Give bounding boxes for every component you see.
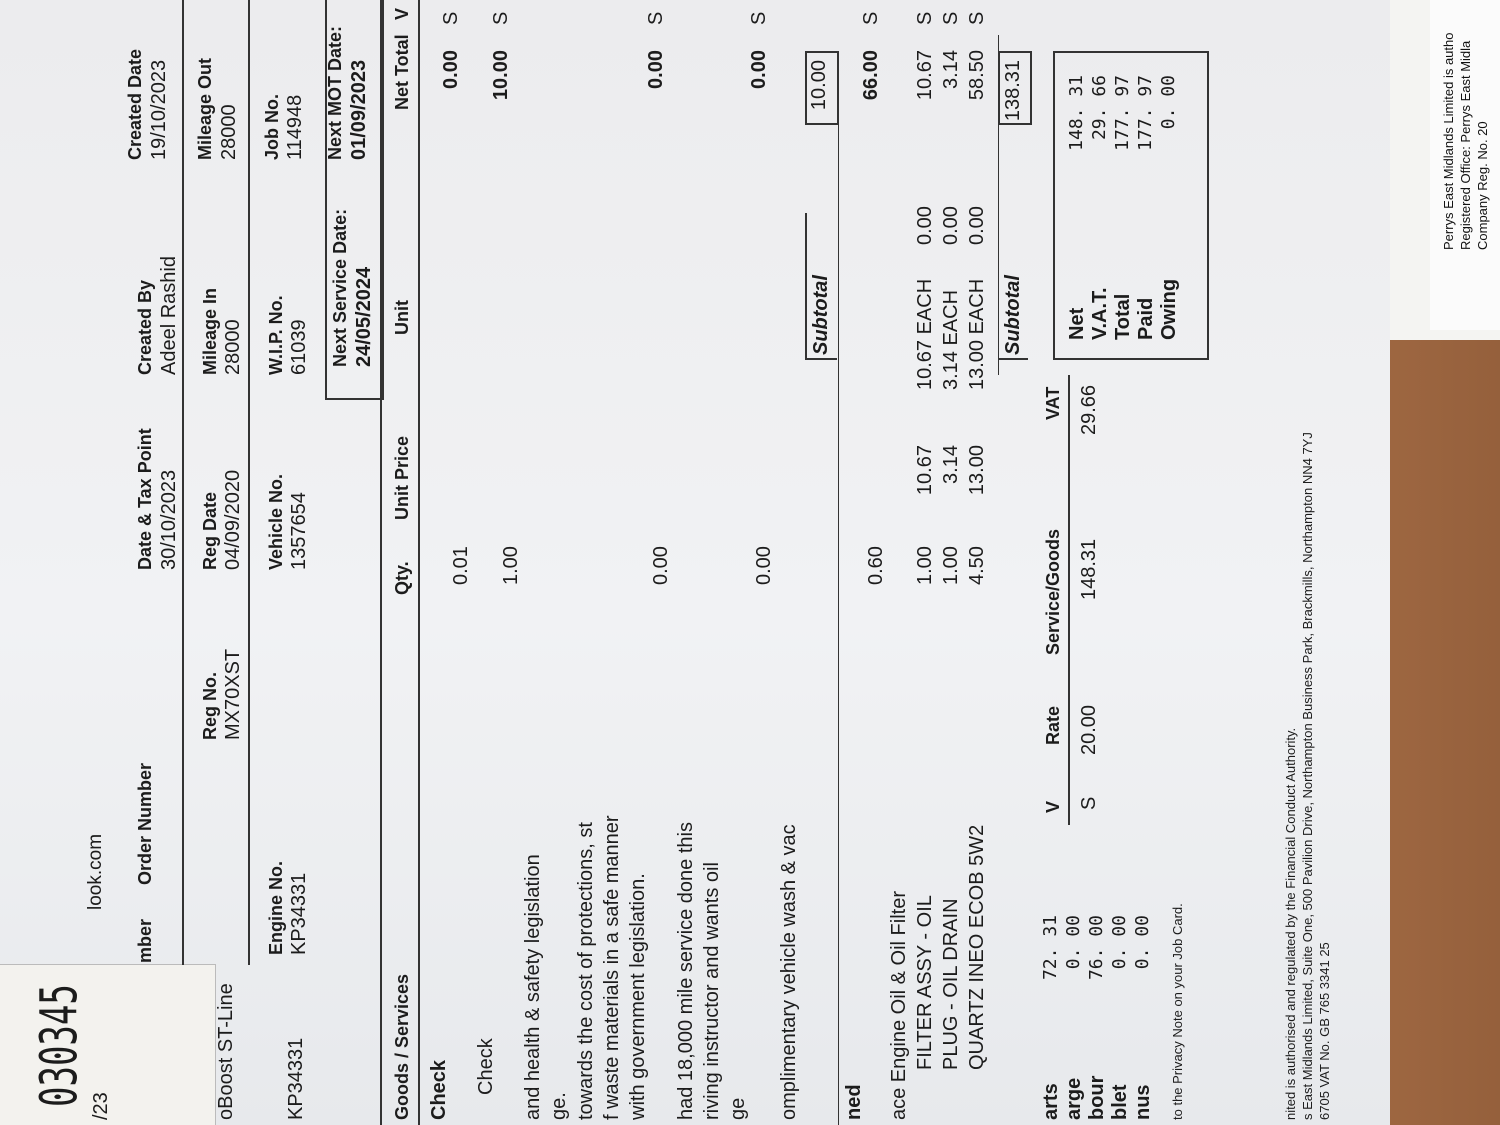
vat-rate: 20.00 [1078,704,1100,755]
totals-owing-label: Owing [1158,278,1180,340]
part-net: 10.67 [914,50,936,101]
line-qty: 0.00 [753,546,775,585]
second-document-text [1440,0,1491,250]
subtotal-label-2: Subtotal [1002,275,1024,355]
line-net: 66.00 [860,50,882,101]
totals-paid-value: 177. 97 [1135,75,1156,151]
subtotal-value-1: 10.00 [808,60,830,111]
col-unit-price-header: Unit Price [392,435,412,520]
next-mot-label: Next MOT Date: [325,25,345,160]
line-description: Check [475,1038,497,1095]
header-rule [248,0,250,965]
part-price: 3.14 [940,445,962,484]
vehicle-no-label: Vehicle No. [266,473,286,570]
vat-goods-header: Service/Goods [1043,528,1063,655]
mileage-out-value: 28000 [218,104,240,160]
engine-no-label: Engine No. [266,861,286,955]
second-document-line: Perrys East Midlands Limited is autho [1441,32,1456,250]
line-description: ge [727,1097,749,1120]
part-description: PLUG - OIL DRAIN [940,898,962,1070]
date-tax-value: 30/10/2023 [158,469,180,570]
section-fragment: ned [843,1084,865,1120]
model-fragment: oBoost ST-Line [215,983,237,1120]
vat-rate-header: Rate [1043,705,1063,745]
created-by-value: Adeel Rashid [158,256,180,375]
line-qty: 1.00 [500,546,522,585]
line-qty: 0.01 [450,546,472,585]
vat-header-rule [1068,375,1070,825]
wip-no-label: W.I.P. No. [266,295,286,375]
number-label: mber [135,918,155,963]
reg-date-label: Reg Date [200,491,220,570]
part-price: 10.67 [914,445,936,496]
summary-sublet-label: blet [1109,1084,1131,1120]
part-discount: 0.00 [966,206,988,245]
totals-total-label: Total [1112,293,1134,340]
line-check-label: Check [428,1059,450,1120]
summary-bonus-value: 0. 00 [1132,915,1153,970]
part-qty: 1.00 [914,546,936,585]
line-qty: 0.00 [650,546,672,585]
vat-amount: 29.66 [1078,384,1100,435]
line-description: ge. [548,1092,570,1120]
part-unit: 13.00 EACH [966,278,988,390]
part-qty: 4.50 [966,546,988,585]
order-number-label: Order Number [135,762,155,885]
vat-number: 6705 VAT No. GB 765 3341 25 [1317,942,1332,1120]
engine-fragment: KP34331 [285,1037,307,1120]
part-unit: 10.67 EACH [914,278,936,390]
mileage-out-label: Mileage Out [195,57,215,160]
line-net: 0.00 [440,50,462,89]
privacy-note: to the Privacy Note on your Job Card. [1170,903,1185,1120]
summary-sublet-value: 0. 00 [1109,915,1130,970]
created-date-value: 19/10/2023 [148,59,170,160]
created-date-label: Created Date [125,48,145,160]
line-description: omplimentary vehicle wash & vac [778,824,800,1120]
next-mot-value: 01/09/2023 [348,59,370,160]
line-description: ace Engine Oil & Oil Filter [888,891,910,1120]
created-by-label: Created By [135,279,155,375]
totals-net-label: Net [1066,307,1088,340]
line-net: 0.00 [748,50,770,89]
col-unit-header: Unit [392,300,412,335]
email-fragment: look.com [85,833,106,910]
line-description: and health & safety legislation [522,854,544,1120]
part-description: QUARTZ INEO ECOB 5W2 [966,824,988,1070]
reg-no-label: Reg No. [200,671,220,740]
vat-code: S [1078,796,1100,810]
col-net-total-header: Net Total [392,34,412,110]
line-description: towards the cost of protections, st [575,822,597,1120]
part-vat-code: S [966,11,988,25]
ticket-number: 030345 [30,984,90,1107]
job-no-value: 114948 [284,94,306,160]
col-qty-header: Qty. [392,561,412,595]
summary-parts-value: 72. 31 [1040,915,1061,981]
summary-bonus-label: nus [1132,1084,1154,1120]
date-tax-label: Date & Tax Point [135,428,155,570]
engine-no-value: KP34331 [288,872,310,955]
vat-v-header: V [1043,800,1063,813]
col-goods-header: Goods / Services [392,973,412,1120]
part-unit: 3.14 EACH [940,289,962,390]
totals-net-value: 148. 31 [1066,75,1087,151]
line-vat-code: S [748,11,770,25]
part-qty: 1.00 [940,546,962,585]
line-description: riving instructor and wants oil [701,862,723,1120]
line-vat-code: S [645,11,667,25]
line-qty: 0.60 [865,546,887,585]
line-net: 0.00 [645,50,667,89]
totals-paid-label: Paid [1135,297,1157,340]
line-description: with government legislation. [627,873,649,1120]
fca-statement: nited is authorised and regulated by the Financial Conduct Authority. [1283,727,1298,1120]
line-vat-code: S [860,11,882,25]
part-vat-code: S [914,11,936,25]
vehicle-no-value: 1357654 [288,492,310,570]
second-document-line: Company Reg. No. 20 [1475,121,1490,250]
table-header-rule [418,0,420,1125]
date-fragment: /23 [90,1092,112,1120]
wip-no-value: 61039 [288,319,310,375]
col-v-header: V [392,7,412,20]
part-description: FILTER ASSY - OIL [914,895,936,1070]
mileage-in-value: 28000 [222,319,244,375]
next-service-value: 24/05/2024 [353,266,375,367]
subtotal-label-1: Subtotal [810,275,832,355]
reg-date-value: 04/09/2020 [222,469,244,570]
mileage-in-label: Mileage In [200,287,220,375]
summary-charge-label: arge [1063,1077,1085,1120]
part-discount: 0.00 [914,206,936,245]
company-address: s East Midlands Limited, Suite One, 500 Pavilion Drive, Northampton Business Park, Brackmills, Northampton NN4 7YJ [1300,432,1315,1120]
part-vat-code: S [940,11,962,25]
part-discount: 0.00 [940,206,962,245]
totals-total-value: 177. 97 [1112,75,1133,151]
part-net: 3.14 [940,50,962,89]
header-rule [182,0,184,965]
section-rule [838,125,839,1125]
line-description: f waste materials in a safe manner [601,815,623,1120]
second-document-line: Registered Office: Perrys East Midla [1458,40,1473,250]
part-net: 58.50 [966,50,988,101]
line-net: 10.00 [490,50,512,101]
next-service-label: Next Service Date: [330,208,350,367]
table-top-rule [380,0,382,1125]
summary-charge-value: 0. 00 [1063,915,1084,970]
line-description: had 18,000 mile service done this [675,822,697,1120]
totals-owing-value: 0. 00 [1158,75,1179,130]
vat-vat-header: VAT [1043,386,1063,420]
job-no-label: Job No. [262,94,282,160]
vat-goods-value: 148.31 [1078,538,1100,600]
totals-vat-value: 29. 66 [1089,75,1110,141]
reg-no-value: MX70XST [222,648,244,740]
summary-parts-label: arts [1040,1083,1062,1120]
totals-vat-label: V.A.T. [1089,287,1111,340]
line-vat-code: S [490,11,512,25]
subtotal-value-2: 138.31 [1002,60,1024,122]
summary-labour-value: 76. 00 [1086,915,1107,981]
part-price: 13.00 [966,445,988,496]
line-vat-code: S [440,11,462,25]
summary-labour-label: bour [1086,1075,1108,1120]
